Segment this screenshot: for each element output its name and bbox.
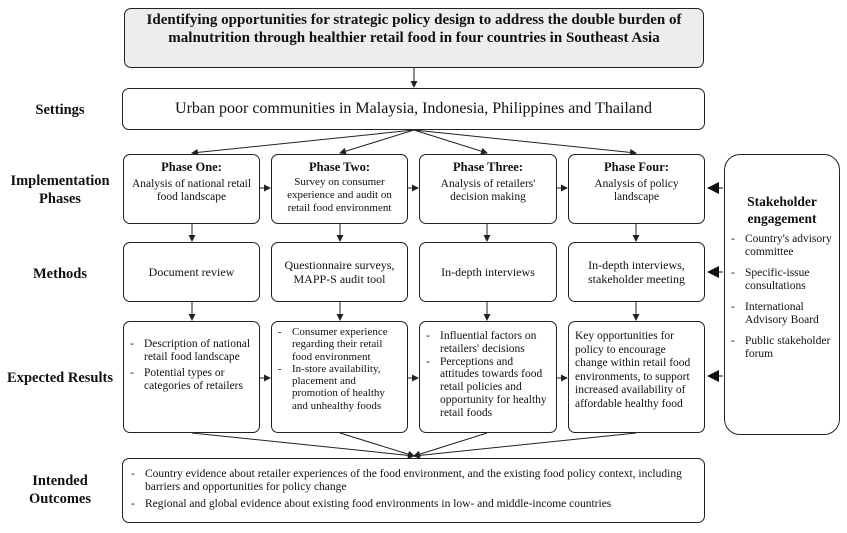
outcome-item: - Regional and global evidence about existing food environments in low- and middle-income countries <box>131 498 696 511</box>
diagram-title: Identifying opportunities for strategic policy design to address the double burden of malnutrition through healthier retail food in four countries in Southeast Asia <box>124 8 704 68</box>
result-three-item: - Influential factors on retailers' decisions <box>426 330 552 356</box>
stakeholder-title: Stakeholder engagement <box>747 194 817 226</box>
phase-three-text: Analysis of retailers' decision making <box>440 178 536 203</box>
label-intended-outcomes: Intended Outcomes <box>28 473 91 507</box>
method-one-box: Document review <box>123 242 260 302</box>
stakeholder-engagement-box <box>724 154 840 435</box>
result-two-item: - Consumer experience regarding their retail food environment <box>278 326 403 363</box>
arrow-settings-phase4 <box>414 130 636 153</box>
outcome-item: - Country evidence about retailer experiences of the food environment, and the existing food policy context, including barriers and opportunities for policy change <box>131 468 696 494</box>
result-four-box <box>568 321 705 433</box>
label-expected-results: Expected Results <box>7 370 113 386</box>
label-settings: Settings <box>35 102 85 118</box>
phase-four-text: Analysis of policy landscape <box>594 178 679 203</box>
arrow-settings-phase1 <box>192 130 414 153</box>
result-one-item: - Potential types or categories of retailers <box>130 367 255 393</box>
phase-three-title: Phase Three: <box>452 160 524 174</box>
phase-two-box <box>271 154 408 224</box>
result-one-item: - Description of national retail food landscape <box>130 338 255 364</box>
label-methods: Methods <box>33 266 87 282</box>
stakeholder-item: - International Advisory Board <box>731 301 833 327</box>
method-four-box: In-depth interviews, stakeholder meeting <box>568 242 705 302</box>
phase-one-title: Phase One: <box>161 160 222 174</box>
phase-two-title: Phase Two: <box>309 160 370 174</box>
settings-box: Urban poor communities in Malaysia, Indonesia, Philippines and Thailand <box>122 88 705 130</box>
phase-one-box <box>123 154 260 224</box>
result-two-item: - In-store availability, placement and promotion of healthy and unhealthy foods <box>278 363 403 412</box>
result-three-box <box>419 321 557 433</box>
phase-four-title: Phase Four: <box>604 160 669 174</box>
intended-outcomes-box <box>122 458 705 523</box>
label-implementation-phases: Implementation Phases <box>10 173 110 207</box>
arrow-result4-outcome <box>414 433 636 456</box>
method-two-box: Questionnaire surveys, MAPP-S audit tool <box>271 242 408 302</box>
stakeholder-item: - Public stakeholder forum <box>731 335 833 361</box>
phase-three-box <box>419 154 557 224</box>
stakeholder-item: - Country's advisory committee <box>731 233 833 259</box>
result-three-item: - Perceptions and attitudes towards food retail policies and opportunity for healthy retail foods <box>426 356 552 420</box>
phase-two-text: Survey on consumer experience and audit on retail food environment <box>287 176 392 214</box>
phase-one-text: Analysis of national retail food landscape <box>131 178 252 203</box>
arrow-result1-outcome <box>192 433 414 456</box>
result-one-box <box>123 321 260 433</box>
result-four-text: Key opportunities for policy to encourage change within retail food environments, to support increased availability of affordable healthy food <box>575 330 691 410</box>
stakeholder-item: - Specific-issue consultations <box>731 267 833 293</box>
phase-four-box <box>568 154 705 224</box>
result-two-box <box>271 321 408 433</box>
method-three-box: In-depth interviews <box>419 242 557 302</box>
